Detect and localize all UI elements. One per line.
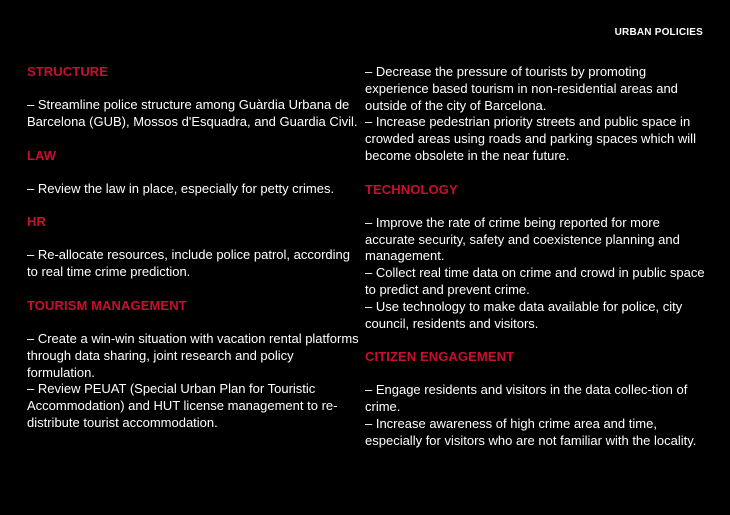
section-heading-technology: TECHNOLOGY [365,181,458,197]
section-technology [365,182,705,333]
bullet-item: – Decrease the pressure of tourists by promoting experience based tourism in non-residential areas and outside of the city of Barcelona. [365,64,678,113]
section-tourism-management [27,298,359,432]
bullet-item: – Review PEUAT (Special Urban Plan for Touristic Accommodation) and HUT license management to re-distribute tourist accommodation. [27,381,338,430]
bullet-item: – Re-allocate resources, include police patrol, according to real time crime prediction. [27,247,351,280]
section-heading-citizen-engagement: CITIZEN ENGAGEMENT [365,349,515,365]
section-citizen-engagement [365,349,705,449]
section-heading-law: LAW [27,147,57,163]
section-heading-hr: HR [27,214,46,230]
section-heading-structure: STRUCTURE [27,64,109,79]
bullet-item: – Create a win-win situation with vacation rental platforms through data sharing, joint research and policy formulation. [27,330,359,380]
section-tourism-continued [365,64,705,165]
right-column [365,64,705,467]
bullet-item: – Use technology to make data available for police, city council, residents and visitors. [365,298,683,331]
bullet-item: – Collect real time data on crime and crowd in public space to predict and prevent crime. [365,265,705,297]
section-heading-tourism-management: TOURISM MANAGEMENT [27,297,187,313]
bullet-item: – Increase awareness of high crime area and time, especially for visitors who are not familiar with the locality. [365,415,697,448]
page-label: URBAN POLICIES [614,27,703,38]
left-column [27,64,359,449]
bullet-item: – Increase pedestrian priority streets and public space in crowded areas using roads and parking spaces which will become obsolete in the near future. [365,114,696,163]
bullet-item: – Streamline police structure among Guàrdia Urbana de Barcelona (GUB), Mossos d'Esquadra, and Guardia Civil. [27,97,358,129]
bullet-item: – Improve the rate of crime being reported for more accurate security, safety and coexistence planning and management. [365,214,680,264]
section-structure [27,64,359,131]
bullet-item: – Engage residents and visitors in the data collec-tion of crime. [365,382,688,415]
section-law [27,148,359,198]
section-hr [27,214,359,281]
bullet-item: – Review the law in place, especially for petty crimes. [27,180,335,196]
